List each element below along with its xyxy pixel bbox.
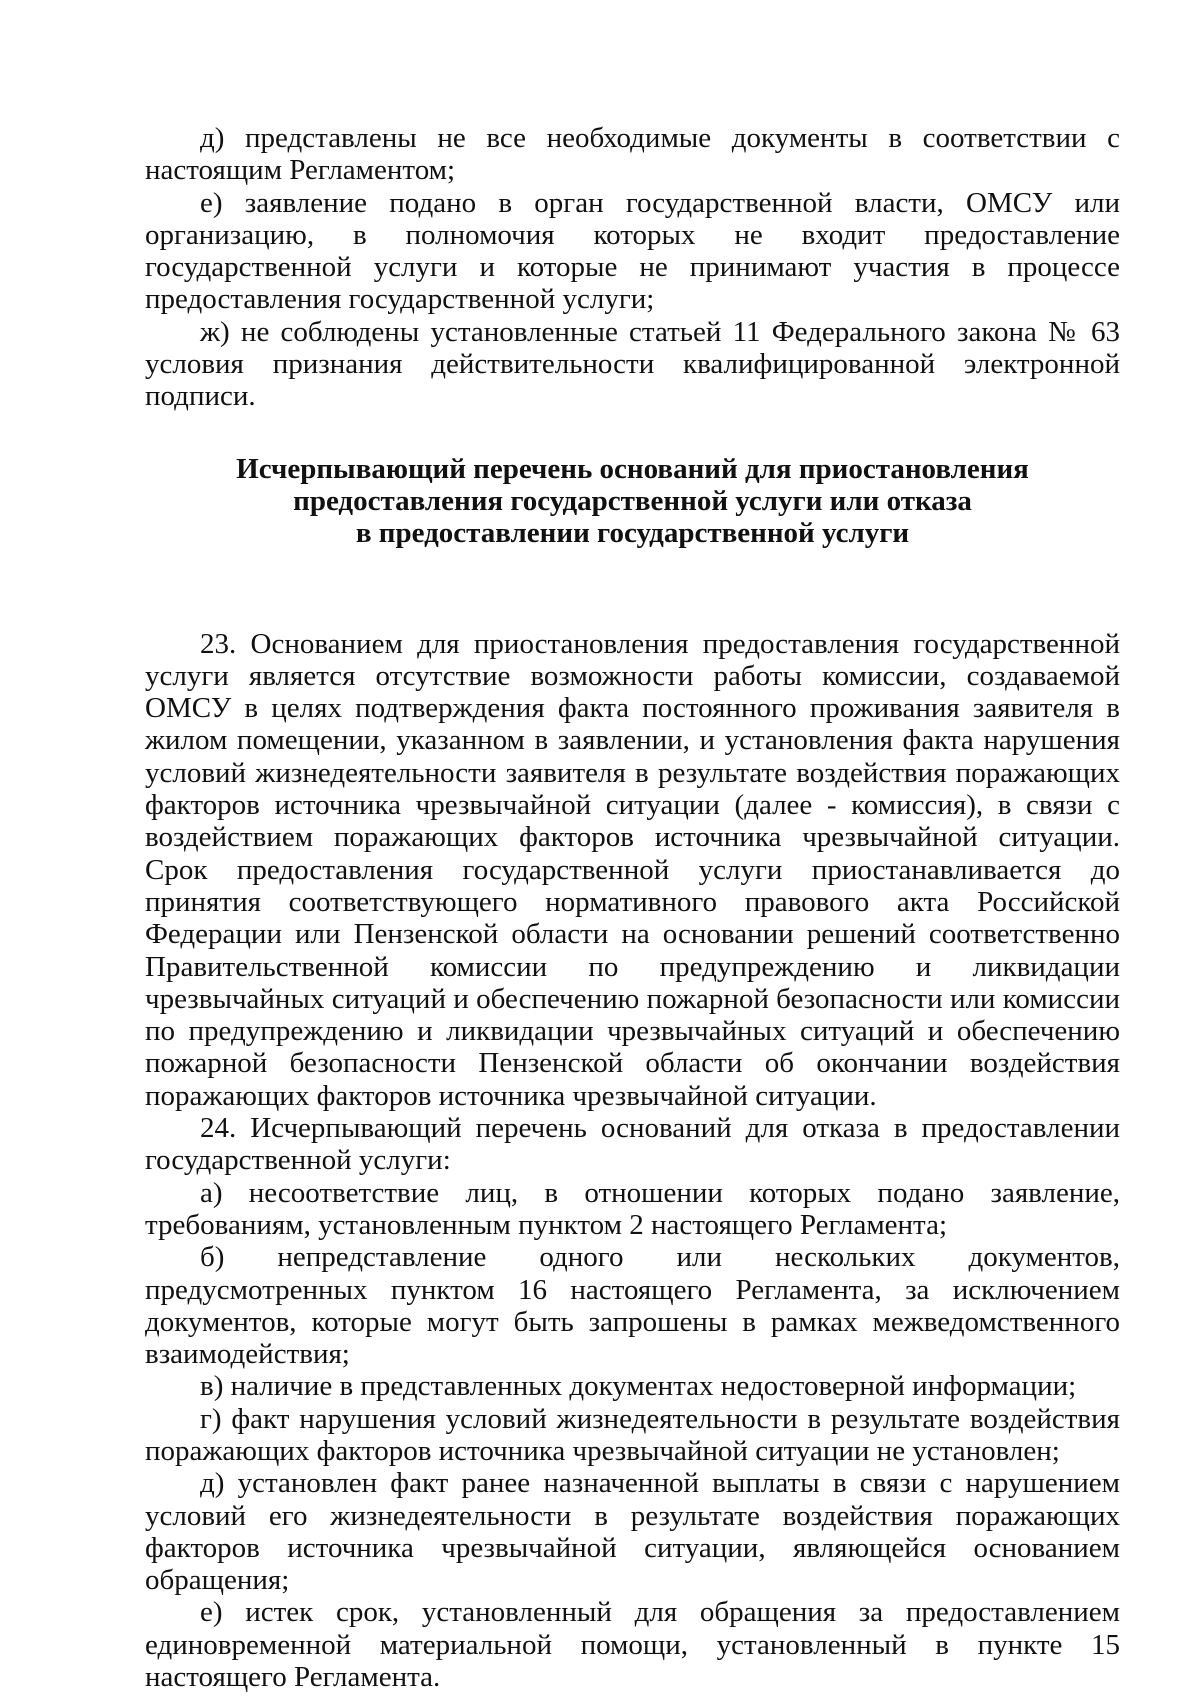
spacer [145,550,1120,628]
item-e-paragraph: е) заявление подано в орган государственной власти, ОМСУ или организацию, в полномочия которых не входит предоставление государственной услуги и которые не принимают участия в процессе предоставления государственной услуги; [145,186,1120,316]
clause-24-paragraph: 24. Исчерпывающий перечень оснований для отказа в предоставлении государственной услуги: [145,1112,1120,1177]
section-heading-line-1: Исчерпывающий перечень оснований для приостановления [236,452,1029,485]
clause-24-item-a: а) несоответствие лиц, в отношении которых подано заявление, требованиям, установленным пунктом 2 настоящего Регламента; [145,1176,1120,1241]
item-d-paragraph: д) представлены не все необходимые документы в соответствии с настоящим Регламентом; [145,122,1120,187]
section-heading [145,453,1120,550]
section-heading-line-3: в предоставлении государственной услуги [355,517,910,550]
clause-24-item-e: е) истек срок, установленный для обращения за предоставлением единовременной материальной помощи, установленный в пункте 15 настоящего Регламента. [145,1596,1120,1694]
clause-24-item-v: в) наличие в представленных документах недостоверной информации; [200,1370,1077,1403]
clause-23-paragraph: 23. Основанием для приостановления предоставления государственной услуги является отсутствие возможности работы комиссии, создаваемой ОМСУ в целях подтверждения факта постоянного проживания заявителя в жилом помещении, указанном в заявлении, и установления факта нарушения условий жизнедеятельности заявителя в результате воздействия поражающих факторов источника чрезвычайной ситуации (далее - комиссия), в связи с воздействием поражающих факторов источника чрезвычайной ситуации. Срок предоставления государственной услуги приостанавливается до принятия соответствующего нормативного правового акта Российской Федерации или Пензенской области на основании решений соответственно Правительственной комиссии по предупреждению и ликвидации чрезвычайных ситуаций и обеспечению пожарной безопасности или комиссии по предупреждению и ликвидации чрезвычайных ситуаций и обеспечению пожарной безопасности Пензенской области об окончании воздействия поражающих факторов источника чрезвычайной ситуации. [145,627,1120,1112]
clause-24-item-g: г) факт нарушения условий жизнедеятельности в результате воздействия поражающих факторов источника чрезвычайной ситуации не установлен; [145,1402,1120,1467]
section-heading-line-2: предоставления государственной услуги или отказа [293,484,972,517]
clause-24-item-b: б) непредставление одного или нескольких документов, предусмотренных пунктом 16 настоящего Регламента, за исключением документов, которые могут быть запрошены в рамках межведомственного взаимодействия; [145,1241,1120,1371]
document-page [145,122,1120,1693]
item-zh-paragraph: ж) не соблюдены установленные статьей 11 Федерального закона № 63 условия признания действительности квалифицированной электронной подписи. [145,315,1120,413]
clause-24-item-d: д) установлен факт ранее назначенной выплаты в связи с нарушением условий его жизнедеятельности в результате воздействия поражающих факторов источника чрезвычайной ситуации, являющейся основанием обращения; [145,1467,1120,1597]
